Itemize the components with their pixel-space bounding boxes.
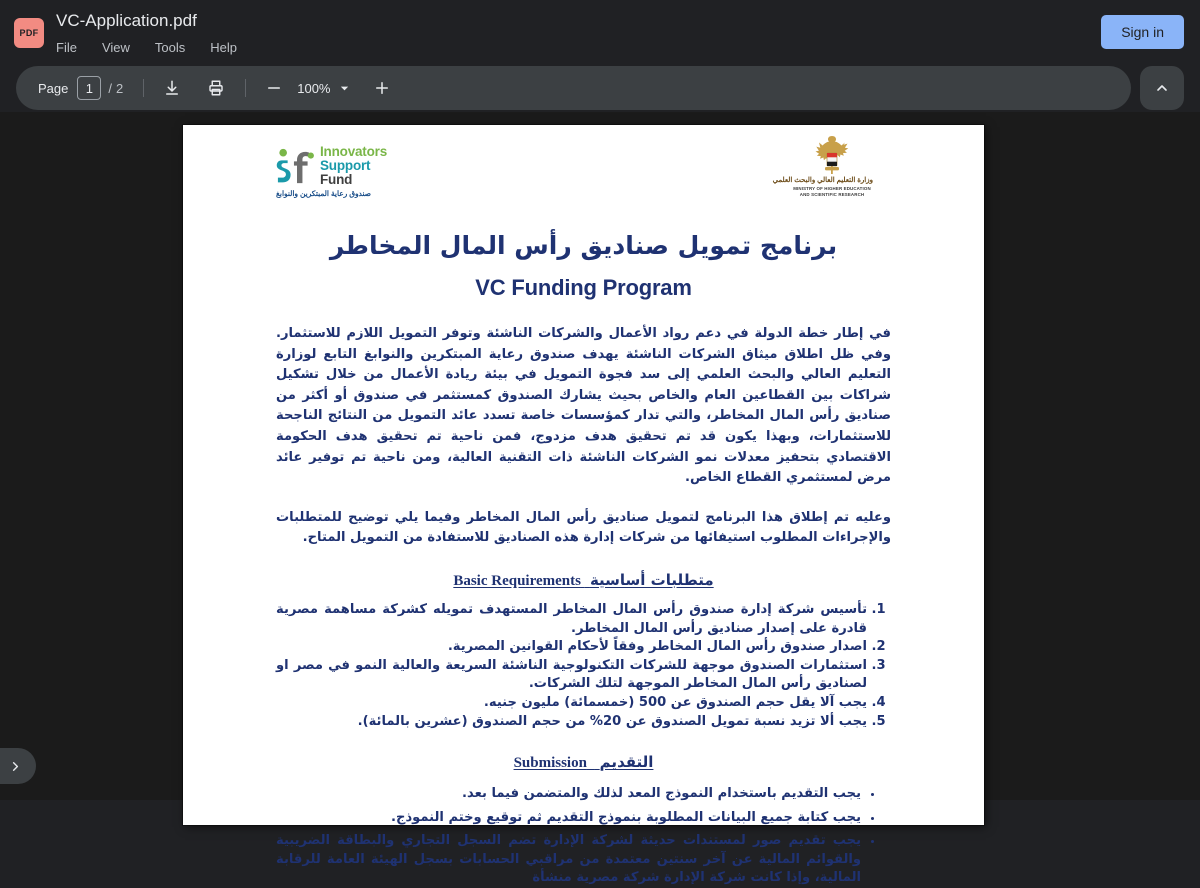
list-item: 2. اصدار صندوق رأس المال المخاطر وفقاً لأحكام القوانين المصرية.	[276, 638, 867, 657]
isf-logo-mark	[276, 147, 318, 189]
section-heading-basic-requirements	[276, 571, 891, 590]
toolbar-divider-1	[143, 79, 144, 97]
toolbar-row	[0, 64, 1200, 112]
download-icon[interactable]	[157, 73, 187, 103]
ministry-logo-english	[791, 186, 873, 198]
section-heading-basic-requirements-arabic: متطلبات أساسية	[589, 570, 714, 589]
isf-logo-wordmark	[320, 145, 387, 186]
document-title-arabic: برنامج تمويل صناديق رأس المال المخاطر	[329, 231, 838, 260]
paragraph-program-launch: وعليه تم إطلاق هذا البرنامج لتمويل صناديق رأس المال المخاطر وفيما يلي توضيح للمتطلبات والإجراءات المطلوب استيفائها من شركات إدارة هذه الصناديق للاستفادة من التمويل المتاح.	[276, 509, 891, 546]
document-title-english: VC Funding Program	[475, 275, 692, 300]
ministry-logo-arabic: وزارة التعليم العالي والبحث العلمي	[772, 177, 873, 184]
ministry-logo-english-line1: MINISTRY OF HIGHER EDUCATION	[793, 186, 871, 191]
title-bar	[0, 0, 1200, 64]
page-number-input[interactable]	[77, 76, 101, 100]
section-heading-submission-arabic: التقديم	[599, 753, 654, 772]
isf-logo	[276, 145, 388, 200]
list-item: • يجب تقديم صور لمستندات حديثة لشركة الإدارة تضم السجل التجاري والبطاقة الضريبية والقوائم المالية عن آخر سنتين معتمدة من مراقبي الحسابات بسجل الهيئة العامة للرقابة المالية، وإذا كانت شركة الإدارة شركة مصرية منشأة	[276, 832, 861, 888]
page-label: Page	[38, 80, 69, 96]
submission-list	[276, 785, 891, 888]
page-separator: /	[108, 80, 112, 96]
document-header-logos	[276, 125, 891, 215]
zoom-level-value: 100%	[297, 80, 331, 96]
basic-requirements-list	[276, 601, 891, 731]
zoom-in-button[interactable]	[367, 73, 397, 103]
pdf-page	[183, 125, 984, 886]
sign-in-button[interactable]: Sign in	[1101, 15, 1184, 49]
caret-down-icon[interactable]	[333, 77, 355, 99]
section-heading-submission-english: Submission	[513, 755, 595, 772]
list-item: 4. يجب آلا يقل حجم الصندوق عن 500 (خمسمائة) مليون جنيه.	[276, 694, 867, 713]
list-item: • يجب التقديم باستخدام النموذج المعد لذلك والمتضمن فيما بعد.	[276, 785, 861, 804]
egypt-eagle-emblem-icon	[812, 133, 852, 175]
collapse-toolbar-button[interactable]	[1140, 66, 1184, 110]
pdf-file-icon	[14, 18, 44, 48]
section-heading-submission	[276, 753, 891, 772]
isf-word-support: Support	[320, 157, 371, 173]
list-item: 5. يجب ألا تزيد نسبة تمويل الصندوق عن 20% من حجم الصندوق (عشرين بالمائة).	[276, 713, 867, 732]
menu-view[interactable]: View	[101, 40, 130, 55]
menu-tools[interactable]: Tools	[154, 40, 186, 55]
toolbar-divider-2	[245, 79, 246, 97]
paragraph-intro: في إطار خطة الدولة في دعم رواد الأعمال والشركات الناشئة وتوفر التمويل اللازم للاستثمار. وفي ظل اطلاق ميثاق الشركات الناشئة يهدف صندوق رعاية المبتكرين والنوابغ التابع لوزارة التعليم العالي والبحث العلمي إلى سد فجوة التمويل في بيئة ريادة الأعمال من خلال تشكيل شراكات بين القطاعين العام والخاص بحيث يشارك الصندوق كمستثمر في صندوق أو أكثر من صناديق رأس المال المخاطر، والتي تدار كمؤسسات خاصة تسدد عائد التمويل من النتائج الناجحة للاستثمارات، وبهذا يكون قد تم تحقيق هدف مزدوج، فمن ناحية تم تحقيق هدف الحكومة الاقتصادي بتحفيز معدلات نمو الشركات الناشئة ذات التقنية العالية، ومن ناحية تم توفير عائد مرض لمستثمري القطاع الخاص.	[276, 326, 891, 486]
isf-word-innovators: Innovators	[320, 144, 388, 159]
zoom-out-button[interactable]	[259, 73, 289, 103]
pdf-badge-label: PDF	[19, 28, 39, 38]
page-total: 2	[116, 80, 124, 96]
menu-help[interactable]: Help	[210, 40, 238, 55]
ministry-logo-english-line2: AND SCIENTIFIC RESEARCH	[799, 191, 865, 197]
isf-word-fund: Fund	[320, 171, 353, 187]
isf-logo-arabic-tagline: صندوق رعاية المبتكرين والنوابغ	[276, 189, 371, 198]
ministry-logo	[772, 133, 873, 198]
list-item: • يجب كتابة جميع البيانات المطلوبة بنموذج التقديم ثم توقيع وختم النموذج.	[276, 809, 861, 828]
menu-file[interactable]: File	[56, 40, 77, 55]
document-viewer[interactable]	[0, 112, 1200, 886]
menu-bar	[56, 37, 262, 58]
list-item: 1. تأسيس شركة إدارة صندوق رأس المال المخاطر المستهدف تمويله كشركة مساهمة مصرية قادرة على إصدار صناديق رأس المال المخاطر.	[276, 601, 867, 638]
list-item: 3. استثمارات الصندوق موجهة للشركات التكنولوجية الناشئة السريعة والعالية النمو في مصر او لصناديق رأس المال المخاطر الموجهة لتلك الشركات.	[276, 657, 867, 694]
pdf-toolbar	[16, 66, 1131, 110]
document-title: VC-Application.pdf	[56, 11, 197, 30]
section-heading-basic-requirements-english: Basic Requirements	[453, 572, 585, 589]
print-icon[interactable]	[201, 73, 231, 103]
sidebar-toggle-button[interactable]	[0, 748, 36, 784]
